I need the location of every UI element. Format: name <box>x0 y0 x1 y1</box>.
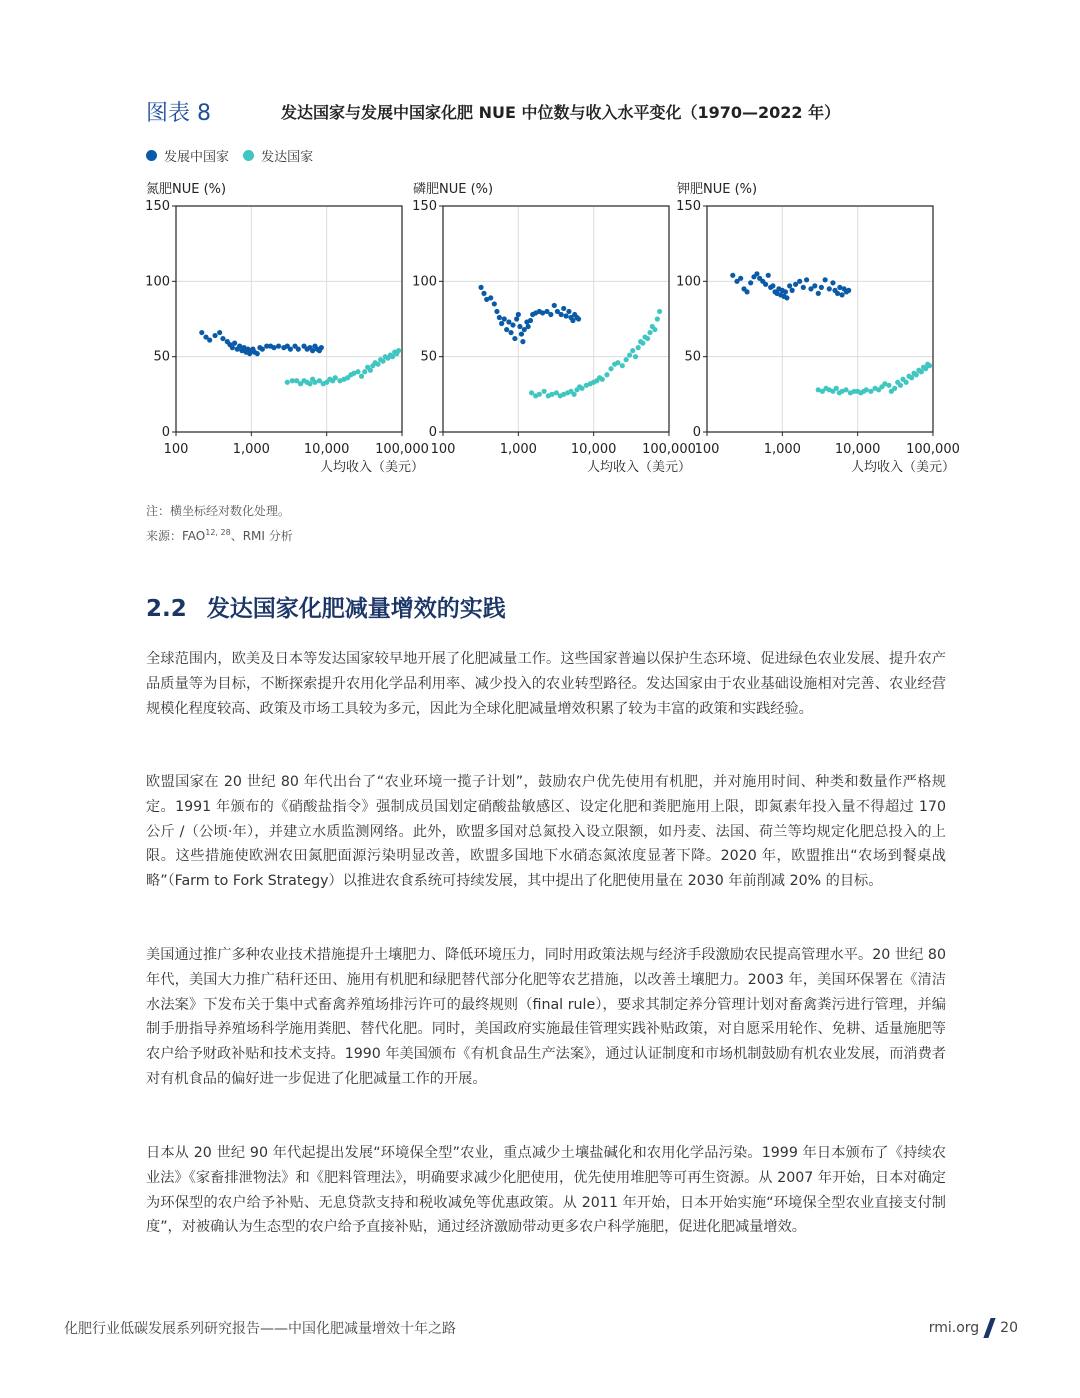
point-developing <box>839 292 844 297</box>
figure-label: 图表 8 <box>146 101 211 126</box>
point-developing <box>520 339 525 344</box>
y-tick-label: 150 <box>676 199 701 214</box>
legend-item-developing <box>146 146 229 165</box>
x-tick-label: 10,000 <box>834 442 881 457</box>
point-developed <box>843 387 848 392</box>
y-tick-label: 50 <box>684 349 701 365</box>
point-developing <box>548 312 553 317</box>
point-developing <box>526 324 531 329</box>
section-title: 发达国家化肥减量增效的实践 <box>206 596 506 622</box>
point-developing <box>576 316 581 321</box>
point-developing <box>784 295 789 300</box>
nue-scatter-charts <box>0 170 1080 490</box>
point-developing <box>835 291 840 296</box>
paragraph-japan: 日本从 20 世纪 90 年代起提出发展“环境保全型”农业，重点减少土壤盐碱化和农用化学品污染。1999 年日本颁布了《持续农业法》《家畜排泄物法》和《肥料管理法》，明确要求减少化肥使用，优先使用堆肥等可再生资源。从 2007 年开始，日本对确定为环保型的农户给予补贴、无息贷款支持和税收减免等优惠政策。从 2011 年开始，日本开始实施“环境保全型农业直接支付制度”，对被确认为生态型的农户给予直接补贴，通过经济激励带动更多农户科学施肥，促进化肥减量增效。 <box>146 1145 946 1236</box>
y-axis-label: 磷肥NUE (%) <box>413 182 494 197</box>
figure-source <box>146 527 293 544</box>
paragraph-us: 美国通过推广多种农业技术措施提升土壤肥力、降低环境压力，同时用政策法规与经济手段激励农民提高管理水平。20 世纪 80 年代，美国大力推广秸秆还田、施用有机肥和绿肥替代部分化肥等农艺措施，以改善土壤肥力。2003 年，美国环保署在《清洁水法案》下发布关于集中式畜禽养殖场排污许可的最终规则（final rule），要求其制定养分管理计划对畜禽粪污进行管理，并编制手册指导养殖场科学施用粪肥、替代化肥。同时，美国政府实施最佳管理实践补贴政策，对自愿采用轮作、免耕、适量施肥等农户给予财政补贴和技术支持。1990 年美国颁布《有机食品生产法案》，通过认证制度和市场机制鼓励有机农业发展，而消费者对有机食品的偏好进一步促进了化肥减量工作的开展。 <box>146 947 946 1087</box>
point-developed <box>898 383 903 388</box>
point-developing <box>296 347 301 352</box>
point-developing <box>787 283 792 288</box>
point-developing <box>823 277 828 282</box>
point-developing <box>563 313 568 318</box>
point-developing <box>288 347 293 352</box>
point-developing <box>748 280 753 285</box>
point-developed <box>542 389 547 394</box>
footer-page-number: 20 <box>1000 1320 1018 1336</box>
point-developed <box>307 381 312 386</box>
y-tick-label: 0 <box>161 425 170 440</box>
point-developed <box>604 372 609 377</box>
point-developed <box>579 386 584 391</box>
point-developing <box>827 286 832 291</box>
point-developing <box>519 331 524 336</box>
x-axis-label: 人均收入（美元） <box>850 460 956 475</box>
point-developing <box>502 316 507 321</box>
x-tick-label: 1,000 <box>232 442 270 457</box>
point-developing <box>516 312 521 317</box>
point-developed <box>615 360 620 365</box>
point-developing <box>790 288 795 293</box>
point-developed <box>396 348 401 353</box>
y-tick-label: 100 <box>145 274 170 290</box>
footer-site-link[interactable]: rmi.org <box>928 1320 980 1336</box>
point-developing <box>738 276 743 281</box>
point-developing <box>819 285 824 290</box>
chart-legend <box>146 146 323 166</box>
point-developed <box>927 363 932 368</box>
point-developed <box>375 362 380 367</box>
point-developing <box>783 289 788 294</box>
footer-page-info <box>929 1318 1018 1338</box>
point-developed <box>368 368 373 373</box>
source-superscript: 12, 28 <box>205 528 231 537</box>
x-tick-label: 1,000 <box>499 442 537 457</box>
point-developed <box>630 348 635 353</box>
point-developing <box>217 330 222 335</box>
y-tick-label: 0 <box>428 425 437 440</box>
point-developing <box>552 303 557 308</box>
point-developing <box>804 277 809 282</box>
point-developing <box>492 301 497 306</box>
point-developing <box>566 309 571 314</box>
y-tick-label: 100 <box>412 274 437 290</box>
point-developed <box>834 386 839 391</box>
point-developed <box>914 372 919 377</box>
point-developed <box>624 357 629 362</box>
point-developing <box>754 271 759 276</box>
x-tick-label: 100 <box>430 442 456 457</box>
point-developed <box>636 345 641 350</box>
section-heading <box>146 590 506 623</box>
point-developed <box>333 375 338 380</box>
point-developed <box>600 377 605 382</box>
point-developing <box>812 283 817 288</box>
footer-slash-icon <box>984 1318 996 1338</box>
point-developing <box>488 295 493 300</box>
point-developing <box>517 324 522 329</box>
point-developing <box>199 330 204 335</box>
point-developing <box>766 273 771 278</box>
legend-dot-developed <box>243 150 254 161</box>
point-developed <box>645 336 650 341</box>
figure-note: 注：横坐标经对数化处理。 <box>146 504 291 518</box>
plot-frame <box>707 206 933 432</box>
point-developing <box>559 312 564 317</box>
point-developed <box>572 392 577 397</box>
legend-label-developed: 发达国家 <box>261 150 314 165</box>
legend-item-developed <box>243 146 313 165</box>
point-developing <box>271 345 276 350</box>
plot-frame <box>443 206 669 432</box>
source-prefix: 来源：FAO <box>146 529 206 543</box>
point-developing <box>255 351 260 356</box>
y-tick-label: 0 <box>692 425 701 440</box>
point-developing <box>846 288 851 293</box>
point-developed <box>355 369 360 374</box>
point-developing <box>514 316 519 321</box>
x-axis-label: 人均收入（美元） <box>319 460 425 475</box>
source-suffix: 、RMI 分析 <box>230 529 293 543</box>
x-tick-label: 100,000 <box>906 442 960 457</box>
point-developed <box>919 369 924 374</box>
point-developed <box>362 369 367 374</box>
point-developed <box>627 353 632 358</box>
x-tick-label: 100,000 <box>642 442 696 457</box>
y-tick-label: 150 <box>145 199 170 214</box>
x-tick-label: 1,000 <box>763 442 801 457</box>
point-developing <box>207 337 212 342</box>
paragraph-intro: 全球范围内，欧美及日本等发达国家较早地开展了化肥减量工作。这些国家普遍以保护生态环境、促进绿色农业发展、提升农产品质量等为目标，不断探索提升农用化学品利用率、减少投入的农业转型路径。发达国家由于农业基础设施相对完善、农业经营规模化程度较高、政策及市场工具较为多元，因此为全球化肥减量增效积累了较为丰富的政策和实践经验。 <box>146 651 946 717</box>
x-tick-label: 100,000 <box>375 442 429 457</box>
point-developed <box>652 327 657 332</box>
point-developing <box>481 291 486 296</box>
point-developing <box>494 309 499 314</box>
point-developing <box>497 315 502 320</box>
point-developing <box>478 285 483 290</box>
point-developed <box>647 330 652 335</box>
point-developing <box>830 280 835 285</box>
y-tick-label: 50 <box>153 349 170 365</box>
point-developing <box>508 330 513 335</box>
paragraph-eu: 欧盟国家在 20 世纪 80 年代出台了“农业环境一揽子计划”，鼓励农户优先使用有机肥，并对施用时间、种类和数量作严格规定。1991 年颁布的《硝酸盐指令》强制成员国划定硝酸盐敏感区、设定化肥和粪肥施用上限，即氮素年投入量不得超过 170 公斤 /（公顷·年），并建立水质监测网络。此外，欧盟多国对总氮投入设立限额，如丹麦、法国、荷兰等均规定化肥总投入的上限。这些措施使欧洲农田氮肥面源污染明显改善，欧盟多国地下水硝态氮浓度显著下降。2020 年，欧盟推出“农场到餐桌战略”（Farm to Fork Strategy）以推进农食系统可持续发展，其中提出了化肥使用量在 2030 年前削减 20% 的目标。 <box>146 774 946 890</box>
point-developing <box>801 285 806 290</box>
point-developed <box>537 392 542 397</box>
point-developed <box>640 341 645 346</box>
x-tick-label: 10,000 <box>303 442 350 457</box>
y-tick-label: 100 <box>676 274 701 290</box>
point-developing <box>212 333 217 338</box>
point-developed <box>285 380 290 385</box>
point-developed <box>892 386 897 391</box>
point-developing <box>528 318 533 323</box>
point-developing <box>512 336 517 341</box>
point-developed <box>633 354 638 359</box>
legend-label-developing: 发展中国家 <box>164 150 230 165</box>
x-tick-label: 10,000 <box>570 442 617 457</box>
point-developing <box>763 282 768 287</box>
x-tick-label: 100 <box>694 442 720 457</box>
point-developed <box>608 366 613 371</box>
point-developed <box>864 387 869 392</box>
point-developed <box>620 363 625 368</box>
point-developed <box>886 383 891 388</box>
y-axis-label: 钾肥NUE (%) <box>677 182 758 197</box>
point-developing <box>744 289 749 294</box>
x-tick-label: 100 <box>163 442 189 457</box>
point-developing <box>816 291 821 296</box>
point-developing <box>797 279 802 284</box>
point-developing <box>510 322 515 327</box>
point-developing <box>319 345 324 350</box>
footer-report-title: 化肥行业低碳发展系列研究报告——中国化肥减量增效十年之路 <box>64 1321 456 1337</box>
point-developing <box>310 348 315 353</box>
point-developing <box>276 344 281 349</box>
point-developing <box>770 283 775 288</box>
point-developing <box>230 345 235 350</box>
point-developing <box>499 321 504 326</box>
section-number: 2.2 <box>146 596 187 622</box>
y-tick-label: 50 <box>420 349 437 365</box>
point-developing <box>260 347 265 352</box>
legend-dot-developing <box>146 150 157 161</box>
point-developing <box>561 306 566 311</box>
point-developing <box>220 336 225 341</box>
point-developing <box>232 341 237 346</box>
point-developed <box>380 359 385 364</box>
figure-header <box>146 96 946 128</box>
point-developing <box>730 273 735 278</box>
point-developed <box>359 374 364 379</box>
x-axis-label: 人均收入（美元） <box>586 460 692 475</box>
point-developed <box>655 316 660 321</box>
point-developed <box>909 375 914 380</box>
y-tick-label: 150 <box>412 199 437 214</box>
point-developed <box>657 309 662 314</box>
figure-title: 发达国家与发展中国家化肥 NUE 中位数与收入水平变化（1970—2022 年） <box>281 103 841 122</box>
plot-frame <box>176 206 402 432</box>
point-developed <box>904 380 909 385</box>
point-developing <box>504 327 509 332</box>
y-axis-label: 氮肥NUE (%) <box>146 182 227 197</box>
